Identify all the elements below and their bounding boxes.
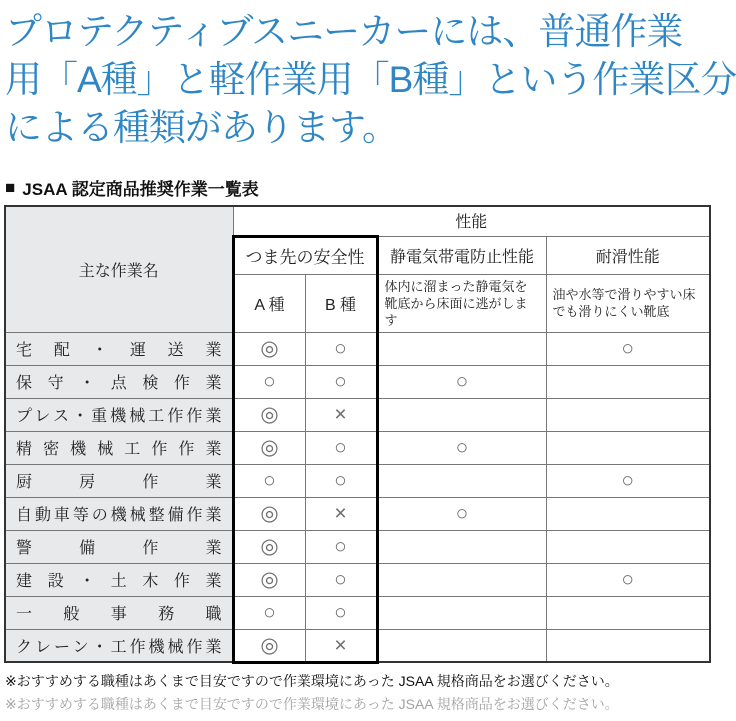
section-title-text: JSAA 認定商品推奨作業一覧表 bbox=[22, 179, 259, 199]
cell-slip bbox=[546, 365, 710, 398]
square-bullet-icon: ■ bbox=[5, 177, 16, 197]
cell-type-a: ◎ bbox=[233, 629, 305, 662]
page bbox=[0, 8, 736, 721]
main-heading bbox=[5, 8, 736, 152]
cell-type-b: × bbox=[305, 629, 377, 662]
cell-antistatic: ○ bbox=[377, 365, 546, 398]
table-row bbox=[5, 563, 710, 596]
work-label: 保守・点検作業 bbox=[5, 365, 233, 398]
cell-type-a: ○ bbox=[233, 596, 305, 629]
cell-slip bbox=[546, 596, 710, 629]
cell-type-a: ◎ bbox=[233, 497, 305, 530]
jsaa-recommendation-table bbox=[4, 205, 711, 664]
section-title bbox=[5, 176, 713, 198]
cell-type-b: ○ bbox=[305, 530, 377, 563]
cell-type-a: ○ bbox=[233, 365, 305, 398]
cell-type-b: ○ bbox=[305, 563, 377, 596]
header-performance: 性能 bbox=[233, 206, 710, 236]
cell-type-b: ○ bbox=[305, 365, 377, 398]
cell-type-a: ○ bbox=[233, 464, 305, 497]
table-row bbox=[5, 431, 710, 464]
work-label: 精密機械工作作業 bbox=[5, 431, 233, 464]
cell-antistatic bbox=[377, 530, 546, 563]
cell-slip bbox=[546, 530, 710, 563]
table-row bbox=[5, 530, 710, 563]
cell-slip: ○ bbox=[546, 464, 710, 497]
cell-type-b: ○ bbox=[305, 332, 377, 365]
header-antistatic: 静電気帯電防止性能 bbox=[377, 236, 546, 274]
cell-antistatic bbox=[377, 596, 546, 629]
header-type-a: A 種 bbox=[233, 274, 305, 332]
heading-line-1: プロテクティブスニーカーには、普通作業 bbox=[5, 11, 683, 52]
cell-type-b: × bbox=[305, 398, 377, 431]
table-row bbox=[5, 464, 710, 497]
table-row bbox=[5, 332, 710, 365]
work-label: 宅配・運送業 bbox=[5, 332, 233, 365]
cell-slip: ○ bbox=[546, 332, 710, 365]
header-slip-resistance: 耐滑性能 bbox=[546, 236, 710, 274]
table-row bbox=[5, 629, 710, 662]
clipped-text-sliver: ※おすすめする職種はあくまで目安ですので作業環境にあった JSAA 規格商品をお選びください。 bbox=[5, 695, 619, 712]
slip-description: 油や水等で滑りやすい床でも滑りにくい靴底 bbox=[546, 274, 710, 332]
table-row bbox=[5, 596, 710, 629]
header-type-b: B 種 bbox=[305, 274, 377, 332]
cell-type-b: ○ bbox=[305, 464, 377, 497]
cell-type-b: ○ bbox=[305, 596, 377, 629]
cell-slip: ○ bbox=[546, 563, 710, 596]
work-label: 警備作業 bbox=[5, 530, 233, 563]
cell-type-b: × bbox=[305, 497, 377, 530]
cell-antistatic bbox=[377, 563, 546, 596]
work-label: 厨房作業 bbox=[5, 464, 233, 497]
table-row bbox=[5, 497, 710, 530]
cell-slip bbox=[546, 431, 710, 464]
cell-slip bbox=[546, 629, 710, 662]
cell-slip bbox=[546, 398, 710, 431]
antistatic-description: 体内に溜まった静電気を靴底から床面に逃がします bbox=[377, 274, 546, 332]
work-label: 一般事務職 bbox=[5, 596, 233, 629]
cell-type-a: ◎ bbox=[233, 332, 305, 365]
work-label: 自動車等の機械整備作業 bbox=[5, 497, 233, 530]
header-work-name: 主な作業名 bbox=[5, 206, 233, 332]
cell-type-a: ◎ bbox=[233, 530, 305, 563]
cell-type-a: ◎ bbox=[233, 431, 305, 464]
cell-type-b: ○ bbox=[305, 431, 377, 464]
header-toe-safety: つま先の安全性 bbox=[233, 236, 377, 274]
table-row bbox=[5, 365, 710, 398]
heading-line-3: による種類があります。 bbox=[5, 107, 399, 148]
cell-antistatic bbox=[377, 629, 546, 662]
cell-type-a: ◎ bbox=[233, 398, 305, 431]
cell-antistatic: ○ bbox=[377, 431, 546, 464]
cell-antistatic bbox=[377, 398, 546, 431]
cell-slip bbox=[546, 497, 710, 530]
work-label: 建設・土木作業 bbox=[5, 563, 233, 596]
cell-antistatic bbox=[377, 464, 546, 497]
work-label: プレス・重機械工作作業 bbox=[5, 398, 233, 431]
cell-antistatic bbox=[377, 332, 546, 365]
footnote: ※おすすめする職種はあくまで目安ですので作業環境にあった JSAA 規格商品をお選びください。 bbox=[5, 672, 619, 689]
work-label: クレーン・工作機械作業 bbox=[5, 629, 233, 662]
cell-type-a: ◎ bbox=[233, 563, 305, 596]
heading-line-2: 用「A種」と軽作業用「B種」という作業区分 bbox=[5, 59, 736, 100]
cell-antistatic: ○ bbox=[377, 497, 546, 530]
work-rows bbox=[5, 332, 710, 662]
table-row bbox=[5, 398, 710, 431]
